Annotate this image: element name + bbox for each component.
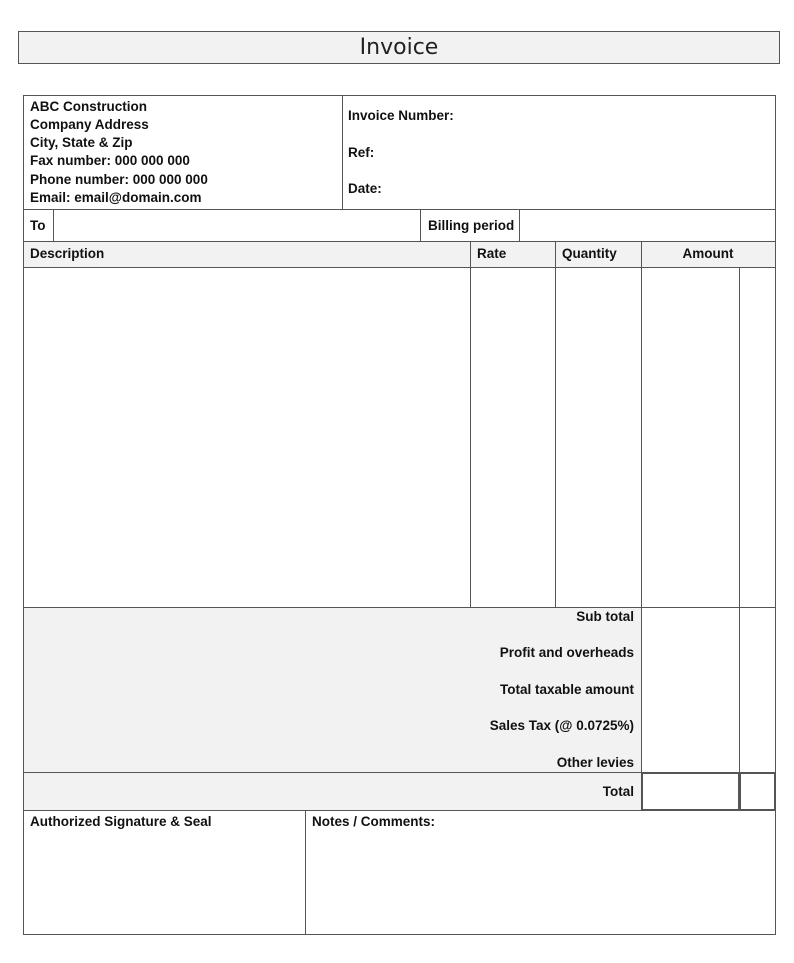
company-name: ABC Construction (30, 99, 147, 114)
company-phone: Phone number: 000 000 000 (30, 172, 208, 187)
subtotal-label: Sub total (576, 609, 634, 624)
body-divider-quantity (555, 267, 556, 608)
total-label: Total (602, 784, 634, 799)
profit-label: Profit and overheads (499, 645, 634, 660)
total-cents-box[interactable] (739, 772, 776, 811)
column-quantity: Quantity (562, 246, 617, 261)
sales-tax-label: Sales Tax (@ 0.0725%) (489, 718, 634, 733)
date-label: Date: (348, 181, 382, 196)
column-rate: Rate (477, 246, 507, 261)
billing-period-value[interactable] (525, 218, 770, 236)
invoice-title: Invoice (18, 31, 780, 64)
taxable-label: Total taxable amount (499, 682, 634, 697)
to-field-divider (420, 209, 421, 242)
invoice-number-label: Invoice Number: (348, 108, 454, 123)
summary-divider-cents (739, 607, 740, 773)
billing-period-label: Billing period (428, 218, 515, 233)
to-value[interactable] (60, 218, 415, 236)
company-city: City, State & Zip (30, 135, 133, 150)
to-label: To (30, 218, 46, 233)
signature-label: Authorized Signature & Seal (30, 814, 212, 829)
column-description: Description (30, 246, 105, 261)
body-divider-rate (470, 267, 471, 608)
company-address: Company Address (30, 117, 149, 132)
other-levies-label: Other levies (556, 755, 634, 770)
total-value-box[interactable] (641, 772, 740, 811)
header-divider-quantity (555, 241, 556, 268)
body-divider-amount (641, 267, 642, 608)
body-divider-cents (739, 267, 740, 608)
column-amount: Amount (682, 246, 734, 261)
summary-values-area (641, 607, 776, 773)
company-email: Email: email@domain.com (30, 190, 202, 205)
to-divider (53, 209, 54, 242)
billing-divider (519, 209, 520, 242)
notes-label: Notes / Comments: (312, 814, 436, 829)
ref-label: Ref: (348, 145, 375, 160)
header-divider-rate (470, 241, 471, 268)
table-body (23, 267, 776, 608)
company-fax: Fax number: 000 000 000 (30, 153, 190, 168)
